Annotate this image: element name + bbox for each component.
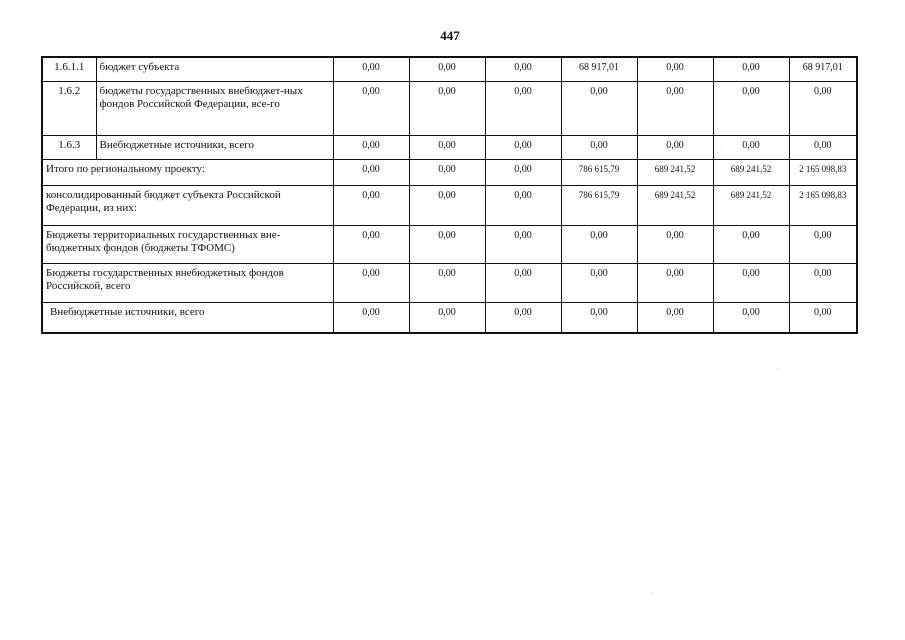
value-cell: 0,00 [409, 225, 485, 263]
table-row [42, 81, 857, 135]
value-cell: 0,00 [637, 302, 713, 333]
value-cell: 0,00 [485, 225, 561, 263]
value-cell: 68 917,01 [789, 57, 857, 81]
row-label: Внебюджетные источники, всего [42, 302, 333, 333]
value-cell: 0,00 [409, 159, 485, 185]
table-row [42, 135, 857, 159]
budget-table [41, 56, 858, 334]
value-cell: 0,00 [409, 185, 485, 225]
value-cell: 0,00 [333, 159, 409, 185]
row-code: 1.6.3 [42, 135, 96, 159]
value-cell: 0,00 [485, 302, 561, 333]
value-cell: 689 241,52 [637, 159, 713, 185]
value-cell: 689 241,52 [637, 185, 713, 225]
row-label: Итого по региональному проекту: [42, 159, 333, 185]
value-cell: 689 241,52 [713, 185, 789, 225]
value-cell: 0,00 [561, 263, 637, 302]
value-cell: 786 615,79 [561, 159, 637, 185]
value-cell: 0,00 [333, 225, 409, 263]
value-cell: 68 917,01 [561, 57, 637, 81]
row-label: бюджет субъекта [96, 57, 333, 81]
value-cell: 0,00 [409, 57, 485, 81]
value-cell: 0,00 [333, 81, 409, 135]
value-cell: 0,00 [485, 57, 561, 81]
value-cell: 0,00 [485, 135, 561, 159]
value-cell: 0,00 [713, 225, 789, 263]
value-cell: 2 165 098,83 [789, 159, 857, 185]
row-label: Внебюджетные источники, всего [96, 135, 333, 159]
value-cell: 0,00 [637, 135, 713, 159]
row-code: 1.6.2 [42, 81, 96, 135]
row-label: Бюджеты государственных внебюджетных фондов Российской, всего [42, 263, 333, 302]
value-cell: 0,00 [409, 135, 485, 159]
value-cell: 0,00 [485, 185, 561, 225]
value-cell: 0,00 [333, 57, 409, 81]
value-cell: 0,00 [789, 302, 857, 333]
value-cell: 0,00 [713, 135, 789, 159]
value-cell: 0,00 [713, 81, 789, 135]
value-cell: 0,00 [409, 81, 485, 135]
value-cell: 0,00 [485, 81, 561, 135]
scan-speck [652, 592, 653, 593]
value-cell: 0,00 [561, 302, 637, 333]
value-cell: 0,00 [637, 57, 713, 81]
table-row [42, 225, 857, 263]
value-cell: 0,00 [789, 81, 857, 135]
value-cell: 0,00 [713, 263, 789, 302]
value-cell: 0,00 [789, 263, 857, 302]
value-cell: 0,00 [637, 81, 713, 135]
value-cell: 0,00 [637, 263, 713, 302]
value-cell: 0,00 [485, 263, 561, 302]
page-number: 447 [440, 28, 460, 43]
row-label: бюджеты государственных внебюджет-ных фондов Российской Федерации, все-го [96, 81, 333, 135]
value-cell: 0,00 [333, 263, 409, 302]
row-code: 1.6.1.1 [42, 57, 96, 81]
value-cell: 0,00 [409, 263, 485, 302]
table-row [42, 185, 857, 225]
value-cell: 0,00 [713, 302, 789, 333]
value-cell: 0,00 [789, 135, 857, 159]
row-label: консолидированный бюджет субъекта Российской Федерации, из них: [42, 185, 333, 225]
table-row [42, 159, 857, 185]
row-label: Бюджеты территориальных государственных вне-бюджетных фондов (бюджеты ТФОМС) [42, 225, 333, 263]
value-cell: 0,00 [789, 225, 857, 263]
value-cell: 0,00 [561, 81, 637, 135]
table-row [42, 263, 857, 302]
table-row [42, 57, 857, 81]
value-cell: 0,00 [637, 225, 713, 263]
value-cell: 2 165 098,83 [789, 185, 857, 225]
value-cell: 786 615,79 [561, 185, 637, 225]
table-row [42, 302, 857, 333]
value-cell: 0,00 [485, 159, 561, 185]
value-cell: 0,00 [561, 135, 637, 159]
value-cell: 0,00 [333, 302, 409, 333]
value-cell: 0,00 [713, 57, 789, 81]
value-cell: 0,00 [333, 185, 409, 225]
value-cell: 689 241,52 [713, 159, 789, 185]
value-cell: 0,00 [561, 225, 637, 263]
value-cell: 0,00 [409, 302, 485, 333]
value-cell: 0,00 [333, 135, 409, 159]
scan-speck [722, 148, 723, 149]
scan-speck [778, 368, 779, 369]
